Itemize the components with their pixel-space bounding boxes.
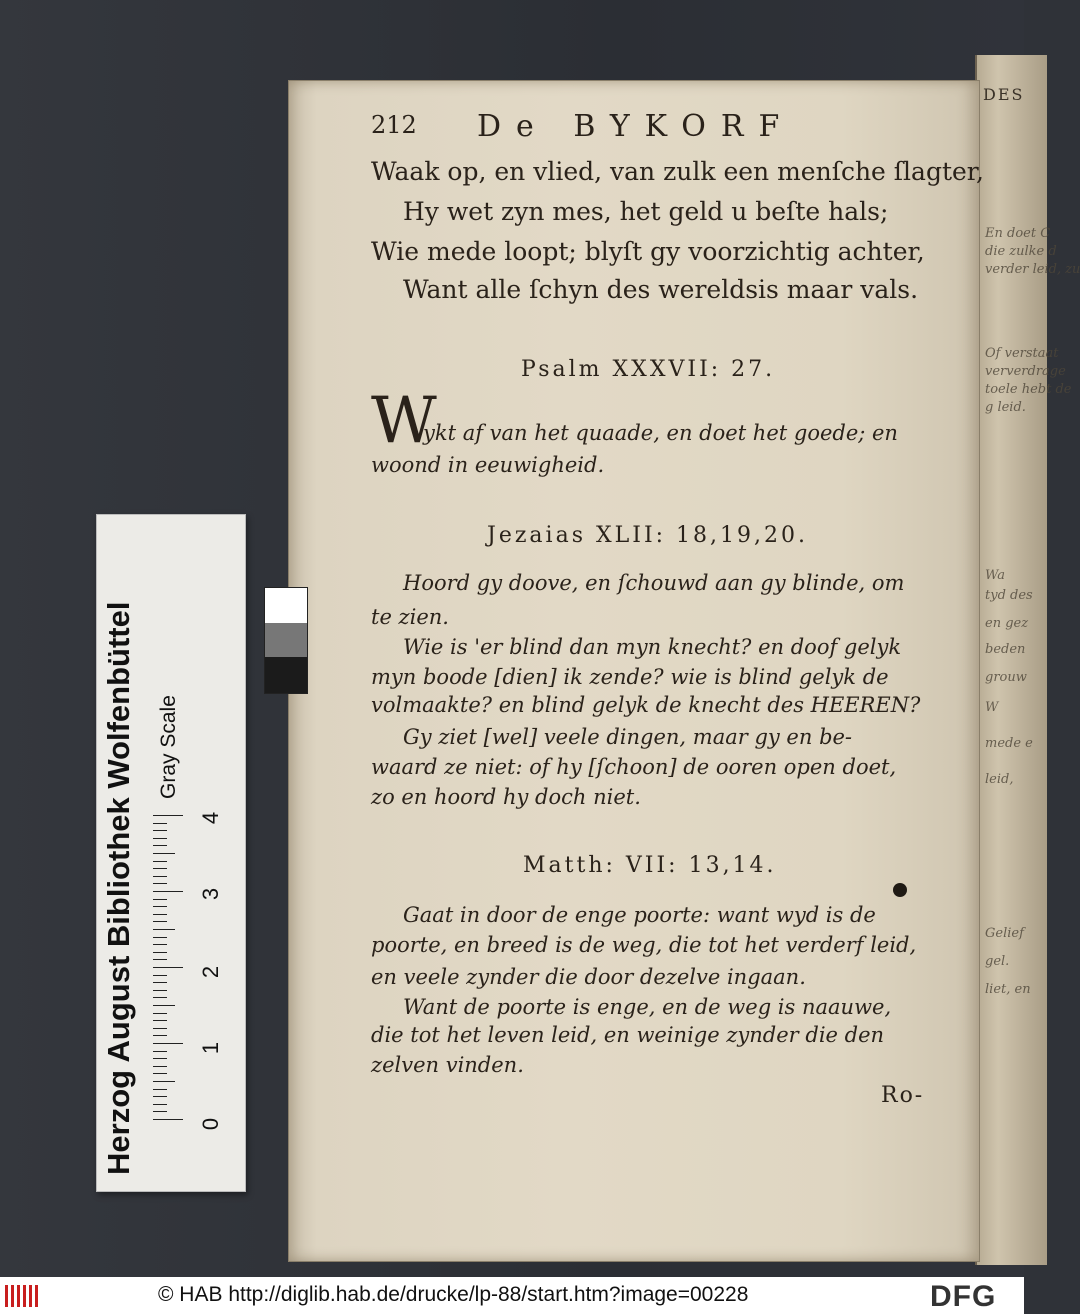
book-page [288,80,984,1262]
ruler-tick [153,1081,175,1082]
text-line: Hoord gy doove, en ſchouwd aan gy blinde, om [403,571,905,595]
gray-scale-label: Gray Scale [157,695,180,799]
section-heading: Psalm XXXVII: 27. [521,357,776,382]
margin-note: toele hebt de [985,382,1072,397]
gray-swatch [264,623,308,657]
text-line: zelven vinden. [371,1053,524,1077]
footer-bar [0,1277,1024,1314]
margin-note: Gelief [985,926,1024,941]
text-line: waard ze niet: of hy [ſchoon] de ooren open doet, [371,755,897,779]
ruler-tick [153,899,167,900]
ruler-number: 0 [198,1117,224,1131]
ruler-tick [153,982,167,983]
hab-logo-icon [5,1283,43,1309]
ink-blot [893,883,907,897]
ruler-tick [153,990,167,991]
margin-note: Of verstaat [985,346,1059,361]
verse-line: Waak op, en vlied, van zulk een menſche ſlagter, [371,157,984,186]
margin-note: die zulke d [985,244,1057,259]
ruler-tick [153,1043,183,1044]
ruler-tick [153,1073,167,1074]
ruler-tick [153,921,167,922]
margin-note: W [985,700,999,715]
ruler-tick [153,1035,167,1036]
text-line: myn boode [dien] ik zende? wie is blind gelyk de [371,665,889,689]
margin-note: Wa [985,568,1005,583]
ruler-tick [153,1089,167,1090]
ruler-tick [153,952,167,953]
margin-note: liet, en [985,982,1031,997]
ruler-tick [153,997,167,998]
ruler-tick [153,937,167,938]
verse-line: Want alle ſchyn des wereldsis maar vals. [403,275,919,304]
ruler-tick [153,868,167,869]
black-swatch [264,657,308,694]
ruler-tick [153,861,167,862]
copyright-link[interactable]: © HAB http://diglib.hab.de/drucke/lp-88/start.htm?image=00228 [158,1283,749,1306]
catchword: Ro- [881,1083,925,1108]
ruler-tick [153,929,175,930]
text-line: poorte, en breed is de weg, die tot het verderf leid, [371,933,917,957]
ruler-number: 2 [198,965,224,979]
section-heading: Matth: VII: 13,14. [523,853,777,878]
margin-note: leid, [985,772,1014,787]
ruler-tick [153,959,167,960]
margin-note: mede e [985,736,1033,751]
text-line: Want de poorte is enge, en de weg is naauwe, [403,995,892,1019]
text-line: woond in eeuwigheid. [371,453,605,477]
ruler-tick [153,967,183,968]
verse-line: Wie mede loopt; blyſt gy voorzichtig achter, [371,237,925,266]
ruler-tick [153,876,167,877]
drop-capital: W [371,384,437,458]
text-line: Wie is 'er blind dan myn knecht? en doof gelyk [403,635,902,659]
ruler-tick [153,1013,167,1014]
text-line: die tot het leven leid, en weinige zynder die den [371,1023,885,1047]
ruler-tick [153,838,167,839]
margin-note: g leid. [985,400,1026,415]
ruler-tick [153,1119,183,1120]
ruler-tick [153,1005,175,1006]
margin-note: gel. [985,954,1010,969]
gray-scale-card [96,514,246,1192]
ruler-tick [153,1058,167,1059]
text-line: te zien. [371,605,449,629]
page-number: 212 [371,111,417,139]
ruler-number: 3 [198,887,224,901]
margin-note: En doet C [985,226,1051,241]
ruler-tick [153,1066,167,1067]
section-heading: Jezaias XLII: 18,19,20. [487,523,809,548]
ruler-tick [153,891,183,892]
dfg-logo: DFG [930,1280,997,1313]
ruler-tick [153,914,167,915]
margin-note: verder leid, zu [985,262,1080,277]
text-line: ykt af van het quaade, en doet het goede; en [423,421,898,445]
ruler-tick [153,944,167,945]
margin-note: en gez [985,616,1029,631]
margin-note: tyd des [985,588,1033,603]
margin-note: ververdrage [985,364,1066,379]
ruler-tick [153,845,167,846]
ruler-tick [153,883,167,884]
facing-page-header: DES [983,85,1025,104]
ruler-tick [153,1020,167,1021]
text-line: Gy ziet [wel] veele dingen, maar gy en be- [403,725,853,749]
text-line: Gaat in door de enge poorte: want wyd is de [403,903,876,927]
white-swatch [264,587,308,624]
text-line: volmaakte? en blind gelyk de knecht des HEEREN? [371,693,921,717]
card-title: Herzog August Bibliothek Wolfenbüttel [101,601,136,1175]
ruler-tick [153,906,167,907]
ruler-tick [153,975,167,976]
ruler-tick [153,823,167,824]
ruler-tick [153,853,175,854]
running-title: De BYKORF [477,109,795,144]
ruler-number: 4 [198,811,224,825]
margin-note: beden [985,642,1026,657]
ruler-tick [153,1096,167,1097]
text-line: zo en hoord hy doch niet. [371,785,641,809]
ruler [153,815,193,1135]
ruler-number: 1 [198,1041,224,1055]
ruler-tick [153,1111,167,1112]
text-line: en veele zynder die door dezelve ingaan. [371,965,806,989]
ruler-tick [153,830,167,831]
margin-note: grouw [985,670,1027,685]
facing-page-edge [975,55,1080,1265]
verse-line: Hy wet zyn mes, het geld u beſte hals; [403,197,889,226]
ruler-tick [153,815,183,816]
ruler-tick [153,1028,167,1029]
ruler-tick [153,1051,167,1052]
ruler-tick [153,1104,167,1105]
